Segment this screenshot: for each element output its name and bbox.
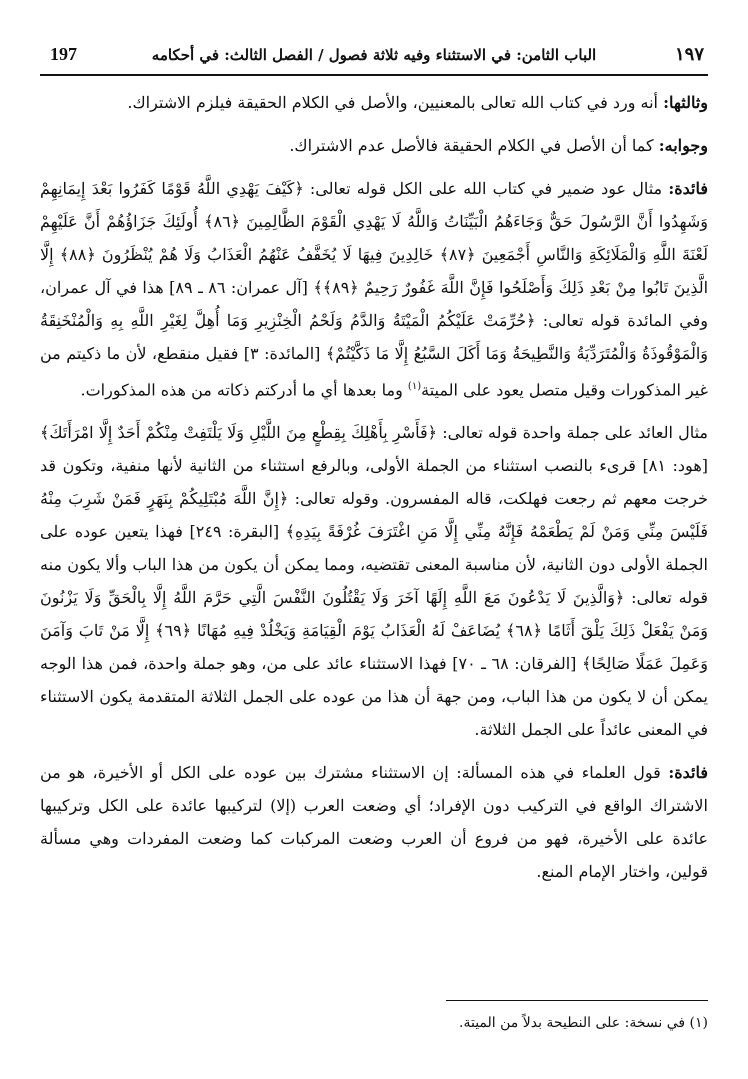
footnote [40,1009,708,1037]
footnote-text: في نسخة: على النطيحة بدلاً من الميتة. [459,1015,686,1031]
page-body [40,86,708,888]
running-title: الباب الثامن: في الاستثناء وفيه ثلاثة فصول / الفصل الثالث: في أحكامه [151,46,597,64]
paragraph-answer [40,129,708,162]
paragraph-benefit-2 [40,756,708,888]
page-header [40,40,708,76]
footnote-number: (١) [689,1015,708,1031]
paragraph-label: فائدة: [668,179,709,198]
paragraph-single-clause-example [40,416,708,746]
footnotes [40,1000,708,1037]
paragraph-text: مثال عود ضمير في كتاب الله على الكل قوله تعالى: ﴿كَيْفَ يَهْدِي اللَّهُ قَوْمًا كَفَرُوا بَعْدَ إِيمَانِهِمْ وَشَهِدُوا أَنَّ الرَّسُولَ حَقٌّ وَجَاءَهُمُ الْبَيِّنَاتُ وَاللَّهُ لَا يَهْدِي الْقَوْمَ الظَّالِمِينَ ﴿٨٦﴾ أُولَئِكَ جَزَاؤُهُمْ أَنَّ عَلَيْهِمْ لَعْنَةَ اللَّهِ وَالْمَلَائِكَةِ وَالنَّاسِ أَجْمَعِينَ ﴿٨٧﴾ خَالِدِينَ فِيهَا لَا يُخَفَّفُ عَنْهُمُ الْعَذَابُ وَلَا هُمْ يُنْظَرُونَ ﴿٨٨﴾ إِلَّا الَّذِينَ تَابُوا مِنْ بَعْدِ ذَلِكَ وَأَصْلَحُوا فَإِنَّ اللَّهَ غَفُورٌ رَحِيمٌ ﴿٨٩﴾﴾ [آل عمران: ٨٦ ـ ٨٩] هذا في آل عمران، وفي المائدة قوله تعالى: ﴿حُرِّمَتْ عَلَيْكُمُ الْمَيْتَةُ وَالدَّمُ وَلَحْمُ الْخِنْزِيرِ وَمَا أُهِلَّ لِغَيْرِ اللَّهِ بِهِ وَالْمُنْخَنِقَةُ وَالْمَوْقُوذَةُ وَالْمُتَرَدِّيَةُ وَالنَّطِيحَةُ وَمَا أَكَلَ السَّبُعُ إِلَّا مَا ذَكَّيْتُمْ﴾ [المائدة: ٣] فقيل منقطع، لأن ما ذكيتم من غير المذكورات وقيل متصل يعود على الميتة [40,179,709,400]
paragraph-text: مثال العائد على جملة واحدة قوله تعالى: ﴿فَأَسْرِ بِأَهْلِكَ بِقِطْعٍ مِنَ اللَّيْلِ وَلَا يَلْتَفِتْ مِنْكُمْ أَحَدٌ إِلَّا امْرَأَتَكَ﴾ [هود: ٨١] قرىء بالنصب استثناء من الجملة الأولى، وبالرفع استثناء من الثانية لأنها منفية، وتكون قد خرجت معهم ثم رجعت فهلكت، قاله المفسرون. وقوله تعالى: ﴿إِنَّ اللَّهَ مُبْتَلِيكُمْ بِنَهَرٍ فَمَنْ شَرِبَ مِنْهُ فَلَيْسَ مِنِّي وَمَنْ لَمْ يَطْعَمْهُ فَإِنَّهُ مِنِّي إِلَّا مَنِ اغْتَرَفَ غُرْفَةً بِيَدِهِ﴾ [البقرة: ٢٤٩] فهذا يتعين عوده على الجملة الأولى دون الثانية، لأن مناسبة المعنى تقتضيه، ومما يمكن أن يكون من هذا الباب وألا يكون منه قوله تعالى: ﴿وَالَّذِينَ لَا يَدْعُونَ مَعَ اللَّهِ إِلَهًا آخَرَ وَلَا يَقْتُلُونَ النَّفْسَ الَّتِي حَرَّمَ اللَّهُ إِلَّا بِالْحَقِّ وَلَا يَزْنُونَ وَمَنْ يَفْعَلْ ذَلِكَ يَلْقَ أَثَامًا ﴿٦٨﴾ يُضَاعَفْ لَهُ الْعَذَابُ يَوْمَ الْقِيَامَةِ وَيَخْلُدْ فِيهِ مُهَانًا ﴿٦٩﴾ إِلَّا مَنْ تَابَ وَآمَنَ وَعَمِلَ عَمَلًا صَالِحًا﴾ [الفرقان: ٦٨ ـ ٧٠] فهذا الاستثناء عائد على من، وهو جملة واحدة، فمن هذا الوجه يمكن أن لا يكون من هذا الباب، ومن جهة أن هذا من عوده على الجمل الثلاثة المتقدمة يكون الاستثناء في المعنى عائداً على الجمل الثلاثة. [40,423,709,740]
paragraph-text: كما أن الأصل في الكلام الحقيقة فالأصل عدم الاشتراك. [289,136,654,155]
paragraph-text-continued: وما بعدها أي ما أدركتم ذكاته من هذه المذكورات. [80,380,408,400]
page-number-latin: 197 [50,44,77,64]
paragraph-label: فائدة: [668,763,709,783]
footnote-reference[interactable]: (١) [407,381,422,392]
paragraph-label: وثالثها: [663,93,708,112]
paragraph-benefit-1 [40,172,708,406]
page-number-arabic: ١٩٧ [674,44,704,65]
footnote-divider [446,1000,708,1001]
paragraph-text: قول العلماء في هذه المسألة: إن الاستثناء مشترك بين عوده على الكل أو الأخيرة، هو من الاشتراك الواقع في التركيب دون الإفراد؛ أي وضعت العرب (إلا) لتركيبها عائدة على الكل وتركيبها عائدة على الأخيرة، فهو من فروع أن العرب وضعت المركبات كما وضعت المفردات وهي مسألة قولين، واختار الإمام المنع. [40,763,709,882]
paragraph-label: وجوابه: [658,136,708,155]
paragraph-text: أنه ورد في كتاب الله تعالى بالمعنيين، والأصل في الكلام الحقيقة فيلزم الاشتراك. [127,93,658,112]
paragraph-third-argument [40,86,708,119]
